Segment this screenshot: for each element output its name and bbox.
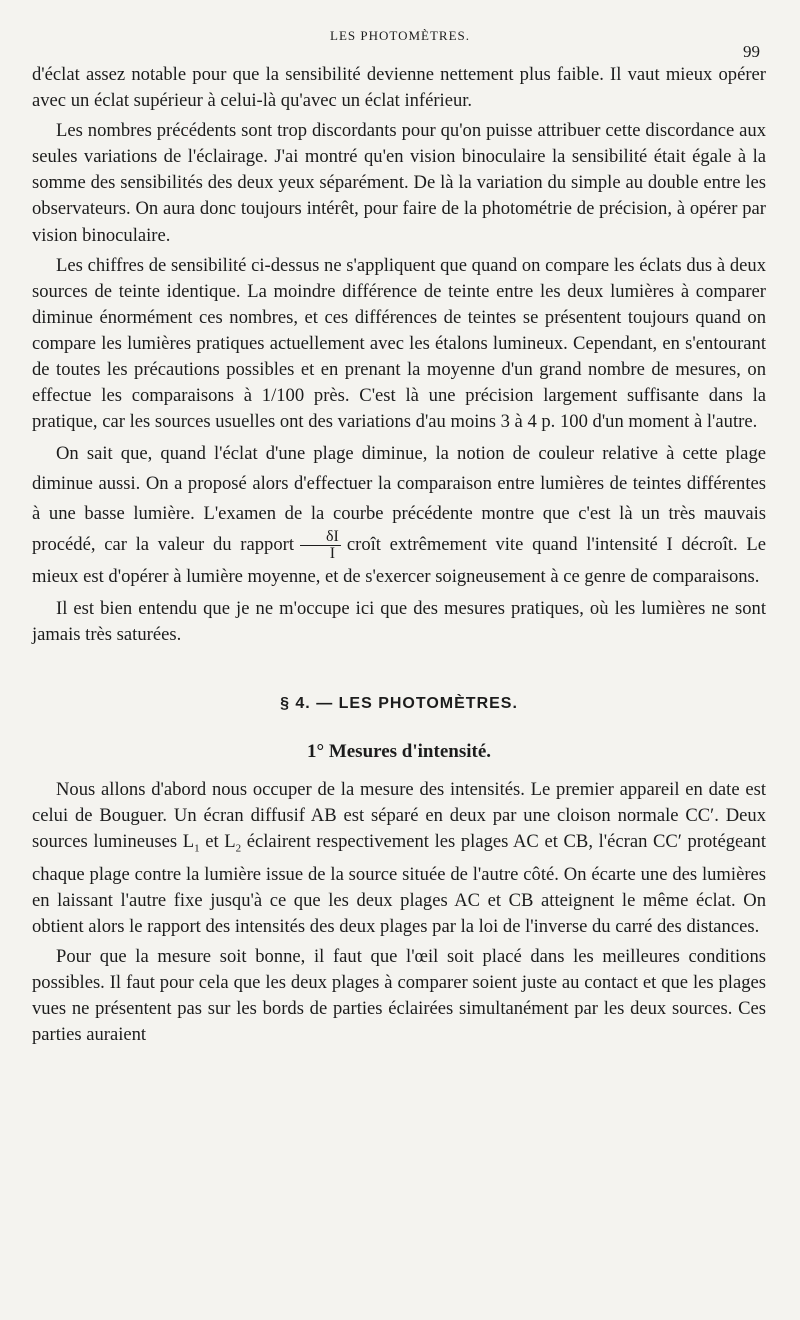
paragraph-6-part-c: éclairent respectivement les plages AC et CB, l'écran CC′ protégeant chaque plage contre la lumière issue de la source située de l'autre côté. On écarte une des lumières en laissant l'autre fixe jusqu'à ce que les deux plages AC et CB atteignent le même éclat. On obtient alors le rapport des intensités des deux plages par la loi de l'inverse du carré des distances. [32,830,766,937]
running-head: LES PHOTOMÈTRES. [330,28,470,43]
paragraph-4-text-after: croît extrêmement vite quand l'intensité I décroît. Le mieux est d'opérer à lumière moyenne, et de s'exercer soigneusement à ce genre de comparaisons. [32,534,767,588]
paragraph-7: Pour que la mesure soit bonne, il faut que l'œil soit placé dans les meilleures conditions possibles. Il faut pour cela que les deux plages à comparer soient juste au contact et que les plages vues ne présentent pas sur les bords de parties éclairées simultanément par les deux sources. Ces parties auraient [32,945,766,1046]
paragraph-4-text-before: On sait que, quand l'éclat d'une plage diminue, la notion de couleur relative à cette plage diminue aussi. On a proposé alors d'effectuer la comparaison entre lumières de teintes différentes à une basse lumière. L'examen de la courbe précédente montre que c'est là un très mauvais procédé, car la valeur du rapport [32,443,766,556]
page-number: 99 [743,42,760,61]
paragraph-6-part-a: Nous allons d'abord nous occuper de la mesure des intensités. Le premier appareil en date est celui de Bouguer. Un écran diffusif AB est séparé en deux par une cloison normale CC′. Deux sources lumineuses L [32,778,766,852]
paragraph-2: Les nombres précédents sont trop discordants pour qu'on puisse attribuer cette discordance aux seules variations de l'éclairage. J'ai montré qu'en vision binoculaire la sensibilité était égale à la somme des sensibilités des deux yeux séparément. De là la variation du simple au double entre les observateurs. On aura donc toujours intérêt, pour faire de la photométrie de précision, à opérer par vision binoculaire. [32,120,766,246]
ratio-fraction [300,529,341,562]
fraction-numerator: δI [300,529,341,546]
paragraph-3: Les chiffres de sensibilité ci-dessus ne s'appliquent que quand on compare les éclats dus à deux sources de teinte identique. La moindre différence de teinte entre les deux lumières à comparer diminue énormément ces nombres, et ces différences de teintes se présentent toujours quand on compare les lumières pratiques actuellement avec les étalons lumineux. Cependant, en s'entourant de toutes les précautions possibles et en prenant la moyenne d'un grand nombre de mesures, on effectue les comparaisons à 1/100 près. C'est là une précision largement suffisante dans la pratique, car les sources usuelles ont des variations d'au moins 3 à 4 p. 100 d'un moment à l'autre. [32,254,766,433]
subsection-title: 1° Mesures d'intensité. [306,740,492,762]
page-body [32,62,766,1048]
paragraph-6-part-b: et L [199,830,236,852]
paragraph-4 [32,439,766,592]
subscript-2: 2 [235,842,242,855]
fraction-denominator: I [329,545,336,563]
paragraph-6 [32,777,766,940]
paragraph-1: d'éclat assez notable pour que la sensibilité devienne nettement plus faible. Il vaut mieux opérer avec un éclat supérieur à celui-là qu'avec un éclat inférieur. [32,64,766,112]
paragraph-5: Il est bien entendu que je ne m'occupe ici que des mesures pratiques, où les lumières ne sont jamais très saturées. [32,598,766,646]
subscript-1: 1 [194,842,200,855]
section-title: § 4. — LES PHOTOMÈTRES. [280,694,518,712]
